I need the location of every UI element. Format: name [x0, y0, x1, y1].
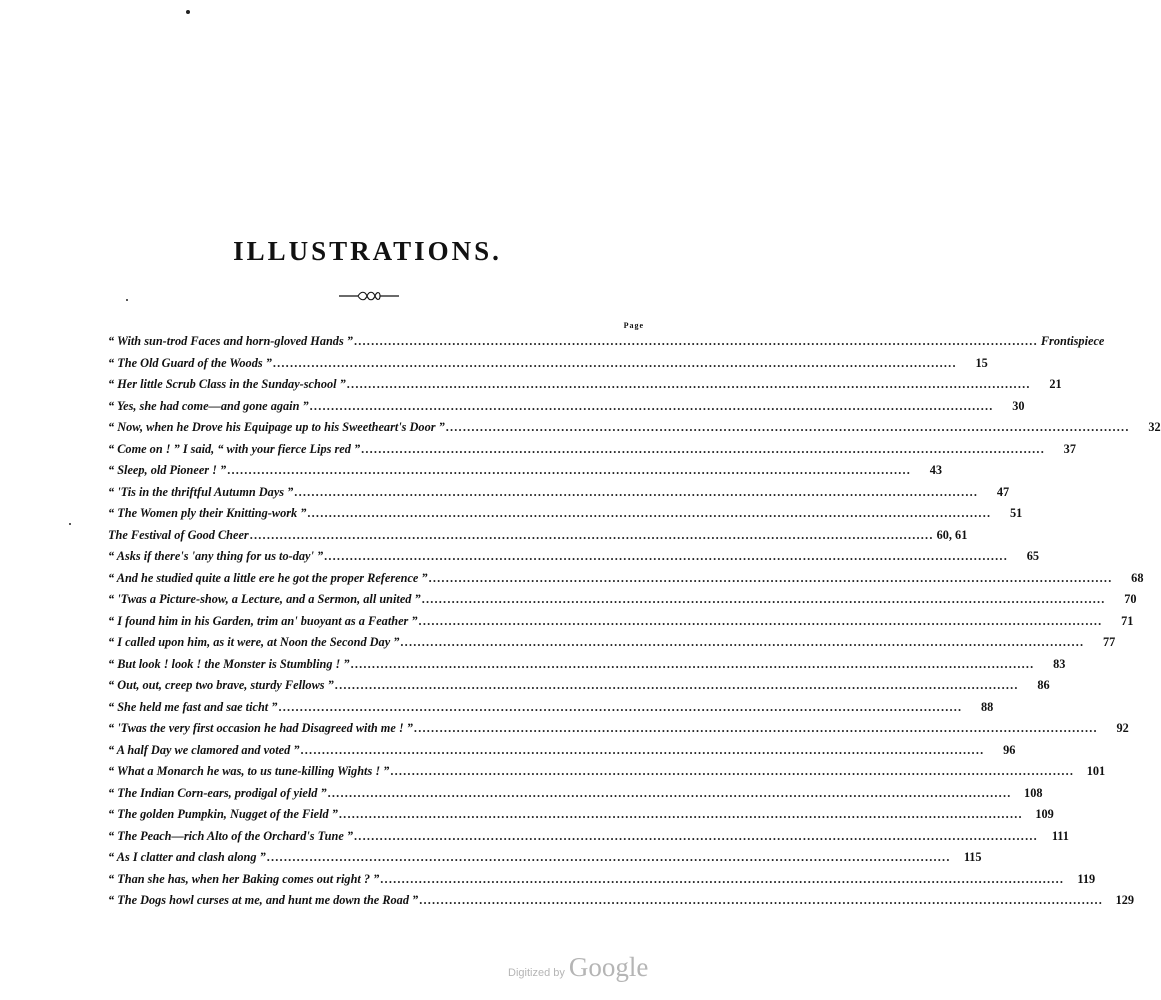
list-item	[108, 503, 1023, 525]
entry-caption: “ Now, when he Drove his Equipage up to his Sweetheart's Door ”	[108, 420, 445, 434]
entry-page: 115	[963, 850, 982, 864]
entry-caption: “ As I clatter and clash along ”	[108, 850, 266, 864]
entry-caption: “ Yes, she had come—and gone again ”	[108, 398, 309, 413]
entry-caption: “ The Dogs howl curses at me, and hunt me down the Road ”	[108, 893, 419, 907]
watermark-prefix: Digitized by	[508, 967, 565, 979]
entry-page: 119	[1077, 871, 1096, 886]
ink-speck	[126, 299, 128, 301]
list-item	[108, 847, 982, 869]
entry-page: 83	[1053, 656, 1066, 671]
entry-page: 51	[1009, 506, 1023, 520]
entry-page: 88	[981, 699, 994, 714]
entry-caption: “ Asks if there's 'any thing for us to-day' ”	[108, 549, 324, 563]
dot-leader	[307, 503, 991, 525]
entry-page: 70	[1124, 592, 1137, 606]
dot-leader	[250, 525, 934, 547]
dot-leader	[351, 654, 1035, 676]
entry-page: 109	[1035, 807, 1054, 821]
dot-leader	[354, 826, 1038, 848]
list-item	[108, 761, 1106, 783]
ornament-divider-icon	[338, 289, 400, 303]
dot-leader	[429, 568, 1113, 590]
entry-page: 77	[1102, 635, 1116, 649]
ink-speck	[69, 523, 71, 525]
dot-leader	[310, 396, 994, 418]
list-item	[108, 826, 1069, 848]
list-item	[108, 869, 1096, 891]
entry-page: 21	[1049, 377, 1062, 391]
dot-leader	[390, 761, 1074, 783]
list-item	[108, 740, 1016, 762]
entry-page: 101	[1086, 764, 1106, 778]
entry-caption: “ The Women ply their Knitting-work ”	[108, 506, 307, 520]
entry-caption: “ 'Tis in the thriftful Autumn Days ”	[108, 484, 294, 499]
list-item	[108, 783, 1043, 805]
list-item	[108, 718, 1129, 740]
dot-leader	[278, 697, 962, 719]
entry-caption: “ With sun-trod Faces and horn-gloved Hands ”	[108, 334, 353, 348]
list-item	[108, 525, 968, 547]
list-item	[108, 396, 1025, 418]
dot-leader	[328, 783, 1012, 805]
entry-page: 15	[975, 355, 988, 370]
entry-caption: The Festival of Good Cheer	[108, 527, 249, 542]
dot-leader	[267, 847, 951, 869]
list-item	[108, 374, 1062, 396]
entry-caption: “ The golden Pumpkin, Nugget of the Field ”	[108, 807, 338, 821]
entry-caption: “ Her little Scrub Class in the Sunday-school ”	[108, 377, 346, 391]
list-item	[108, 611, 1134, 633]
entry-caption: “ I found him in his Garden, trim an' buoyant as a Feather ”	[108, 613, 418, 628]
dot-leader	[400, 632, 1084, 654]
dot-leader	[324, 546, 1008, 568]
entry-caption: “ Sleep, old Pioneer ! ”	[108, 463, 227, 477]
entry-caption: “ Out, out, creep two brave, sturdy Fellows ”	[108, 678, 334, 692]
dot-leader	[273, 353, 957, 375]
entry-caption: “ She held me fast and sae ticht ”	[108, 699, 278, 714]
illustrations-list	[108, 331, 1161, 912]
ink-speck	[186, 10, 190, 14]
entry-page: 111	[1051, 828, 1069, 843]
list-item	[108, 439, 1076, 461]
dot-leader	[361, 439, 1045, 461]
dot-leader	[422, 589, 1106, 611]
entry-page: 108	[1024, 785, 1043, 800]
list-item	[108, 568, 1144, 590]
dot-leader	[294, 482, 978, 504]
entry-page: 47	[996, 484, 1010, 499]
dot-leader	[347, 374, 1031, 396]
dot-leader	[419, 611, 1103, 633]
page-title: ILLUSTRATIONS.	[233, 236, 502, 266]
dot-leader	[380, 869, 1064, 891]
entry-page: 30	[1012, 398, 1025, 413]
dot-leader	[301, 740, 985, 762]
entry-page: 86	[1037, 678, 1050, 692]
dot-leader	[419, 890, 1103, 912]
entry-page: 65	[1026, 549, 1039, 563]
entry-caption: “ The Peach—rich Alto of the Orchard's Tune ”	[108, 828, 354, 843]
dot-leader	[446, 417, 1130, 439]
page-column-header: Page	[623, 321, 644, 330]
entry-caption: “ What a Monarch he was, to us tune-killing Wights ! ”	[108, 764, 390, 778]
watermark-brand: Google	[568, 952, 649, 982]
entry-caption: “ Come on ! ” I said, “ with your fierce Lips red ”	[108, 441, 361, 456]
digitized-watermark	[508, 952, 648, 983]
entry-caption: “ A half Day we clamored and voted ”	[108, 742, 300, 757]
entry-page: 92	[1116, 721, 1129, 735]
entry-caption: “ 'Twas the very first occasion he had Disagreed with me ! ”	[108, 721, 413, 735]
list-item	[108, 353, 988, 375]
dot-leader	[335, 675, 1019, 697]
list-item	[108, 890, 1135, 912]
entry-page: 37	[1063, 441, 1076, 456]
entry-caption: “ Than she has, when her Baking comes out right ? ”	[108, 871, 380, 886]
entry-caption: “ I called upon him, as it were, at Noon the Second Day ”	[108, 635, 400, 649]
entry-page: 68	[1131, 570, 1144, 585]
entry-caption: “ But look ! look ! the Monster is Stumbling ! ”	[108, 656, 350, 671]
list-item	[108, 460, 943, 482]
entry-caption: “ 'Twas a Picture-show, a Lecture, and a Sermon, all united ”	[108, 592, 421, 606]
list-item	[108, 632, 1116, 654]
entry-caption: “ The Indian Corn-ears, prodigal of yield ”	[108, 785, 327, 800]
list-item	[108, 697, 994, 719]
dot-leader	[354, 331, 1038, 353]
entry-page: 43	[929, 463, 943, 477]
list-item	[108, 482, 1010, 504]
entry-caption: “ And he studied quite a little ere he got the proper Reference ”	[108, 570, 428, 585]
entry-page: 32	[1148, 420, 1161, 434]
dot-leader	[414, 718, 1098, 740]
entry-page: 71	[1121, 613, 1134, 628]
list-item	[108, 654, 1066, 676]
dot-leader	[339, 804, 1023, 826]
entry-caption: “ The Old Guard of the Woods ”	[108, 355, 272, 370]
list-item: “ With sun-trod Faces and horn-gloved Hands ” ..... Frontispiece	[108, 331, 640, 353]
list-item	[108, 675, 1050, 697]
entry-page: 60, 61	[936, 527, 968, 542]
list-item	[108, 546, 1039, 568]
dot-leader	[227, 460, 911, 482]
list-item	[108, 589, 1137, 611]
entry-page: 96	[1003, 742, 1016, 757]
list-item	[108, 804, 1054, 826]
list-item	[108, 417, 1161, 439]
entry-page: 129	[1115, 893, 1135, 907]
